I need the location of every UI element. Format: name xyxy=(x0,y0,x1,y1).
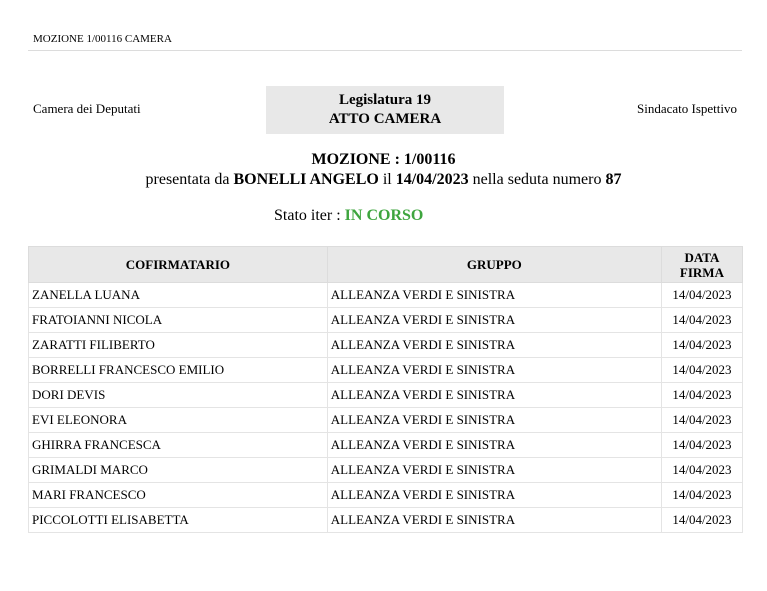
cosigner-name-cell: ZARATTI FILIBERTO xyxy=(29,333,328,358)
group-cell: ALLEANZA VERDI E SINISTRA xyxy=(327,308,661,333)
motion-presentation xyxy=(0,170,767,190)
cosigner-name-cell: GHIRRA FRANCESCA xyxy=(29,433,328,458)
cosigner-name-cell: GRIMALDI MARCO xyxy=(29,458,328,483)
table-row xyxy=(29,308,743,333)
info-row xyxy=(0,86,767,134)
status-value: IN CORSO xyxy=(344,207,424,224)
cosigner-name-cell: EVI ELEONORA xyxy=(29,408,328,433)
signature-date-cell: 14/04/2023 xyxy=(661,433,742,458)
group-cell: ALLEANZA VERDI E SINISTRA xyxy=(327,458,661,483)
date-prefix: il xyxy=(382,171,392,188)
cosigner-name-cell: MARI FRANCESCO xyxy=(29,483,328,508)
signature-date-cell: 14/04/2023 xyxy=(661,383,742,408)
signature-date-cell: 14/04/2023 xyxy=(661,333,742,358)
table-row xyxy=(29,283,743,308)
motion-title: MOZIONE : 1/00116 xyxy=(311,151,456,168)
legislature-label: Legislatura 19 xyxy=(338,92,432,108)
header-divider xyxy=(28,50,742,51)
table-row xyxy=(29,408,743,433)
column-header-cosigner: COFIRMATARIO xyxy=(29,247,328,283)
table-row xyxy=(29,458,743,483)
session-prefix: nella seduta numero xyxy=(472,171,602,188)
signature-date-cell: 14/04/2023 xyxy=(661,408,742,433)
signature-date-cell: 14/04/2023 xyxy=(661,508,742,533)
column-header-group: GRUPPO xyxy=(327,247,661,283)
signature-date-cell: 14/04/2023 xyxy=(661,358,742,383)
cosigners-table xyxy=(28,246,743,533)
presenter-name: BONELLI ANGELO xyxy=(233,171,379,188)
group-cell: ALLEANZA VERDI E SINISTRA xyxy=(327,408,661,433)
cosigner-name-cell: FRATOIANNI NICOLA xyxy=(29,308,328,333)
table-header-row xyxy=(29,247,743,283)
table-row xyxy=(29,433,743,458)
signature-date-cell: 14/04/2023 xyxy=(661,283,742,308)
group-cell: ALLEANZA VERDI E SINISTRA xyxy=(327,483,661,508)
presentation-date: 14/04/2023 xyxy=(395,171,469,188)
group-cell: ALLEANZA VERDI E SINISTRA xyxy=(327,508,661,533)
table-body xyxy=(29,283,743,533)
session-number: 87 xyxy=(605,171,622,188)
group-cell: ALLEANZA VERDI E SINISTRA xyxy=(327,358,661,383)
signature-date-cell: 14/04/2023 xyxy=(661,308,742,333)
status-label: Stato iter : xyxy=(274,207,341,224)
motion-title-block xyxy=(0,150,767,190)
section-name: Sindacato Ispettivo xyxy=(636,101,737,116)
group-cell: ALLEANZA VERDI E SINISTRA xyxy=(327,433,661,458)
presented-by-prefix: presentata da xyxy=(145,171,230,188)
table-row xyxy=(29,333,743,358)
group-cell: ALLEANZA VERDI E SINISTRA xyxy=(327,333,661,358)
act-type-label: ATTO CAMERA xyxy=(328,111,442,127)
cosigner-name-cell: PICCOLOTTI ELISABETTA xyxy=(29,508,328,533)
cosigner-name-cell: BORRELLI FRANCESCO EMILIO xyxy=(29,358,328,383)
table-row xyxy=(29,383,743,408)
status-line xyxy=(274,207,423,225)
group-cell: ALLEANZA VERDI E SINISTRA xyxy=(327,283,661,308)
signature-date-cell: 14/04/2023 xyxy=(661,458,742,483)
cosigner-name-cell: DORI DEVIS xyxy=(29,383,328,408)
signature-date-cell: 14/04/2023 xyxy=(661,483,742,508)
chamber-name: Camera dei Deputati xyxy=(33,101,141,116)
table-row xyxy=(29,508,743,533)
table-row xyxy=(29,358,743,383)
table-row xyxy=(29,483,743,508)
cosigner-name-cell: ZANELLA LUANA xyxy=(29,283,328,308)
group-cell: ALLEANZA VERDI E SINISTRA xyxy=(327,383,661,408)
document-reference: MOZIONE 1/00116 CAMERA xyxy=(33,33,172,45)
column-header-date: DATA FIRMA xyxy=(661,247,742,283)
legislature-box xyxy=(266,86,504,134)
